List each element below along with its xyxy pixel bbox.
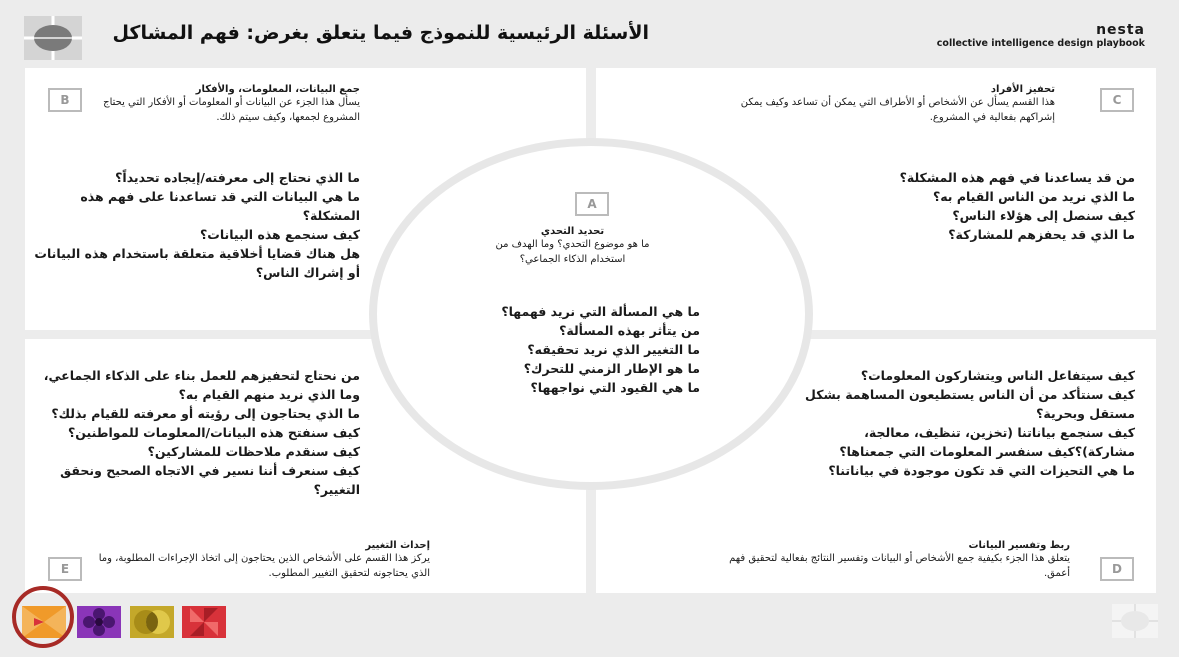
red-pinwheel-icon[interactable] (182, 606, 226, 638)
section-d-badge: D (1100, 557, 1134, 581)
section-b-header (90, 84, 360, 125)
question: ما الذي نحتاج إلى معرفته/إيجاده تحديداً؟ (115, 170, 360, 185)
question: ما هي المسألة التي نريد فهمها؟ (501, 304, 700, 319)
section-d-questions (800, 366, 1135, 480)
question: ما الذي نريد من الناس القيام به؟ (932, 189, 1135, 204)
question: ما هو الإطار الزمني للتحرك؟ (523, 361, 700, 376)
section-e-desc: يركز هذا القسم على الأشخاص الذين يحتاجون إلى اتخاذ الإجراءات المطلوبة، وما الذي يحتاجونه لتحقيق التغيير المطلوب. (98, 553, 430, 579)
brand-name: nesta (1096, 22, 1145, 38)
section-a-badge: A (575, 192, 609, 216)
section-e-badge: E (48, 557, 82, 581)
question: كيف سنعرف أننا نسير في الاتجاه الصحيح ونحقق التغيير؟ (60, 463, 360, 497)
section-a-header (485, 226, 660, 267)
question: هل هناك قضايا أخلاقية متعلقة باستخدام هذه البيانات أو إشراك الناس؟ (34, 246, 360, 280)
section-e-title: إحداث التغيير (365, 540, 430, 551)
section-c-header (735, 84, 1055, 125)
section-b-questions (30, 168, 360, 282)
section-b-desc: يسأل هذا الجزء عن البيانات أو المعلومات أو الأفكار التي يحتاج المشروع لجمعها، وكيف سيتم ذلك. (103, 97, 360, 123)
purple-flower-icon[interactable] (77, 606, 121, 638)
question: ما الذي يحتاجون إلى رؤيته أو معرفته للقيام بذلك؟ (51, 406, 360, 421)
question: كيف سيتفاعل الناس ويتشاركون المعلومات؟ (860, 368, 1135, 383)
brand (937, 22, 1145, 49)
section-c-badge: C (1100, 88, 1134, 112)
playbook-logo (24, 16, 82, 60)
question: ما هي البيانات التي قد تساعدنا على فهم هذه المشكلة؟ (80, 189, 360, 223)
section-c-questions (830, 168, 1135, 244)
page-title: الأسئلة الرئيسية للنموذج فيما يتعلق بغرض: فهم المشاكل (112, 22, 649, 44)
section-b-title: جمع البيانات، المعلومات، والأفكار (195, 84, 360, 95)
question: كيف سنتأكد من أن الناس يستطيعون المساهمة بشكل مستقل وبحرية؟ (805, 387, 1135, 421)
question: كيف سنصل إلى هؤلاء الناس؟ (952, 208, 1135, 223)
olive-circles-icon[interactable] (130, 606, 174, 638)
question: ما الذي قد يحفزهم للمشاركة؟ (948, 227, 1135, 242)
faded-logo-icon (1112, 604, 1158, 638)
section-a-title: تحديد التحدي (540, 226, 605, 237)
question: ما هي التحيزات التي قد تكون موجودة في بياناتنا؟ (828, 463, 1135, 478)
section-d-header (710, 540, 1070, 581)
section-b-badge: B (48, 88, 82, 112)
question: ما التغيير الذي نريد تحقيقه؟ (527, 342, 700, 357)
section-c-desc: هذا القسم يسأل عن الأشخاص أو الأطراف التي يمكن أن تساعد وكيف يمكن إشراكهم بفعالية في المشروع. (740, 97, 1055, 123)
section-e-questions (30, 366, 360, 499)
question: كيف سنجمع بياناتنا (تخزين، تنظيف، معالجة، مشاركة)؟كيف سنفسر المعلومات التي جمعناها؟ (839, 425, 1135, 459)
question: كيف سنفتح هذه البيانات/المعلومات للمواطنين؟ (68, 425, 360, 440)
section-a-questions (470, 302, 700, 397)
question: من قد يساعدنا في فهم هذه المشكلة؟ (899, 170, 1135, 185)
section-e-header (90, 540, 430, 581)
brand-subtitle: collective intelligence design playbook (936, 38, 1145, 49)
question: ما هي القيود التي نواجهها؟ (530, 380, 700, 395)
section-d-title: ربط وتفسير البيانات (968, 540, 1070, 551)
section-d-desc: يتعلق هذا الجزء بكيفية جمع الأشخاص أو البيانات وتفسير النتائج بفعالية لتحقيق فهم أعمق. (729, 553, 1070, 579)
question: من نحتاج لتحفيزهم للعمل بناء على الذكاء الجماعي، وما الذي نريد منهم القيام به؟ (43, 368, 360, 402)
section-a-desc: ما هو موضوع التحدي؟ وما الهدف من استخدام الذكاء الجماعي؟ (495, 239, 650, 265)
selected-ring (12, 586, 74, 648)
question: كيف سنجمع هذه البيانات؟ (200, 227, 360, 242)
question: كيف سنقدم ملاحظات للمشاركين؟ (147, 444, 360, 459)
question: من يتأثر بهذه المسألة؟ (559, 323, 700, 338)
section-c-title: تحفيز الأفراد (990, 84, 1055, 95)
